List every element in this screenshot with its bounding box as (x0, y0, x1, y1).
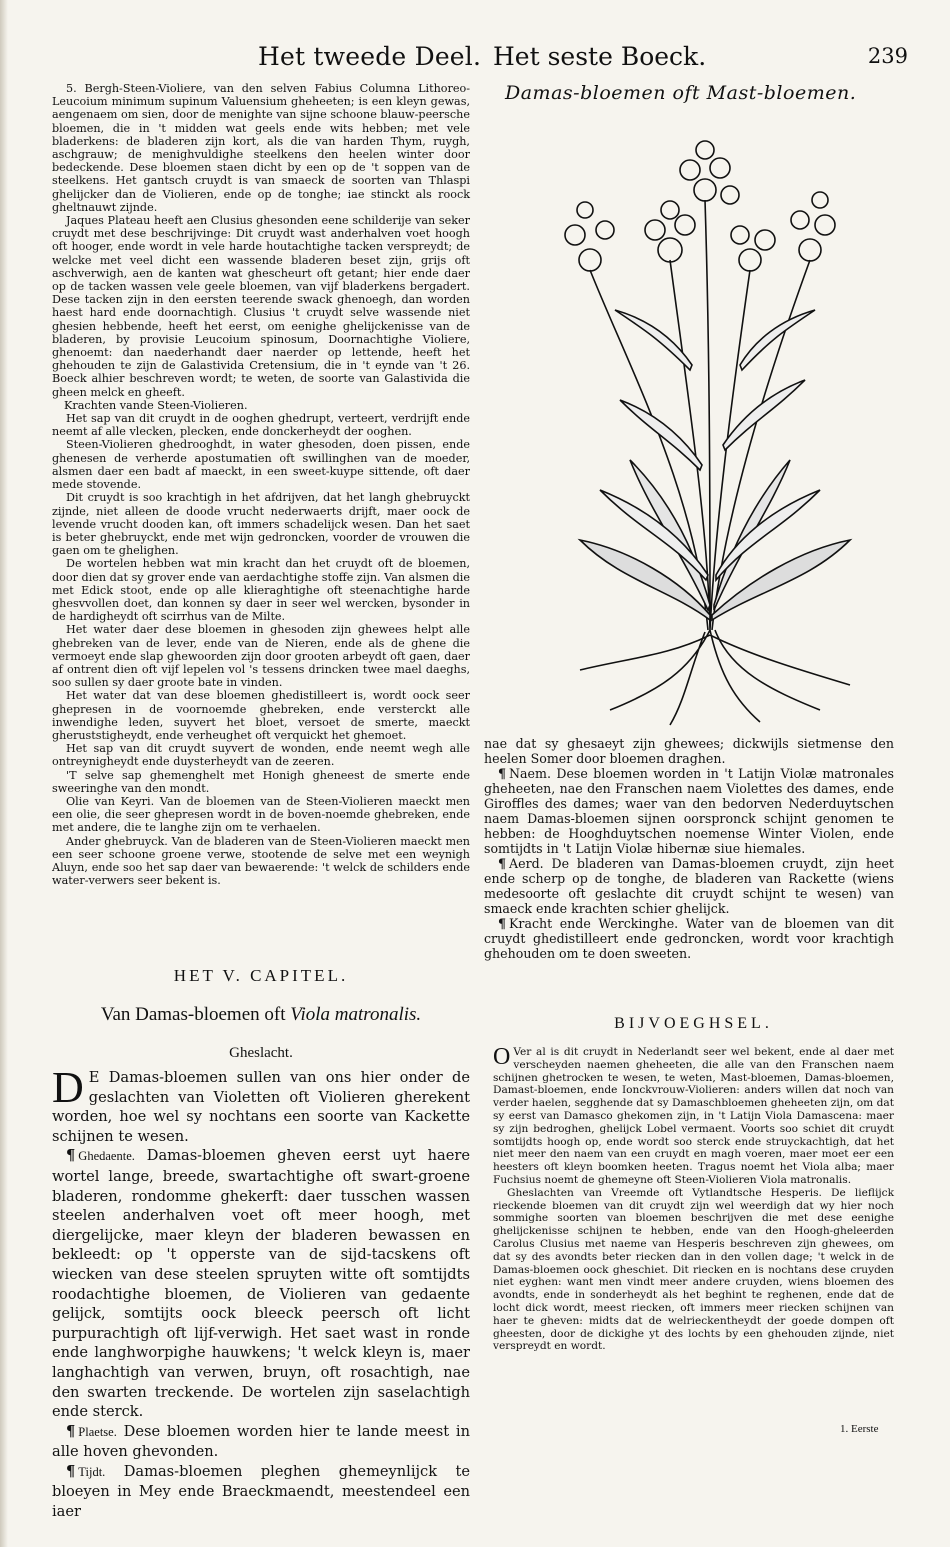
figure-title: Damas-bloemen oft Mast-bloemen. (505, 82, 857, 104)
kracht-paragraph (484, 916, 894, 961)
right-top-column (484, 736, 894, 961)
ander-text: Van de bladeren van de Steen-Violieren maeckt men een seer schoone groene verwe, stootende de selve met een weynigh Aluyn, ende soo het sap daer van bewaerende: 't welck de schilders ende water-verwers seer bekent is. (52, 834, 470, 888)
dropcap: O (493, 1044, 511, 1070)
chapter-title-prefix: Van Damas-bloemen oft (100, 1004, 286, 1025)
paragraph: 5. Bergh-Steen-Violiere, van den selven Fabius Columna Lithoreo-Leucoium minimum supinum Valuensium gheheeten; is een kleyn gewas, aengenaem om sien, door de menighte van sijne schoone blauw-peersche bloemen, die in 't midden wat geels ende wits hebben; met vele bladerkens: de bladeren zijn kort, als die van harden Thym, ruygh, aschgrauw; de menighvuldighe steelkens den heelen winter door bedeckende. Dese bloemen staen dicht by een op de 't soppen van de steelkens. Het gantsch cruydt is van smaeck de soorten van Thlaspi ghelijcker dan de Violieren, ende op de tonghe; iae stinckt als roock gheltnauwt zijnde. (52, 82, 470, 214)
pilcrow-icon: ¶ (498, 916, 507, 931)
naem-text: Dese bloemen worden in 't Latijn Violæ matronales gheheeten, nae den Franschen naem Violettes des dames, ende Giroffles des dames; waer van den bedorven Nederduytschen naem Damas-bloemen sijnen oorspronck schijnt genomen te hebben: de Hooghduytschen noemense Winter Violen, ende somtijdts in 't Latijn Violæ hibernæ siue hiemales. (484, 766, 894, 856)
paragraph: Het sap van dit cruydt in de ooghen ghedrupt, verteert, verdrijft ende neemt af alle vlecken, plecken, ende donckerheydt der ooghen. (52, 412, 470, 439)
krachten-label: Krachten vande Steen-Violieren. (64, 398, 248, 412)
aerd-text: De bladeren van Damas-bloemen cruydt, zijn heet ende scherp op de tonghe, de bladeren van Rackette (wiens medesoorte oft geslachte dit cruydt schijnt te wesen) van smaeck ende krachten schier ghelijck. (484, 856, 894, 916)
plant-woodcut (565, 141, 850, 725)
aerd-paragraph (484, 856, 894, 916)
paragraph: Steen-Violieren ghedrooghdt, in water ghesoden, doen pissen, ende ghenesen de verherde apostumatien oft swillinghen van de moeder, alsmen daer een badt af maeckt, in een sweet-kuype sittende, oft daer mede stovende. (52, 438, 470, 492)
bijvoeghsel-paragraph (493, 1046, 894, 1187)
ander-paragraph (52, 835, 470, 888)
olie-text: Van de bloemen van de Steen-Violieren maeckt men een olie, die seer ghepresen wordt in de boven-noemde ghebreken, ende met andere, die te langhe zijn om te verhaelen. (52, 794, 470, 835)
chapter-title (52, 1004, 470, 1026)
tijdt-label: Tijdt. (78, 1464, 106, 1479)
paragraph: 'T selve sap ghemenghelt met Honigh gheneest de smerte ende sweeringhe van den mondt. (52, 768, 470, 795)
chapter-title-latin: Viola matronalis. (290, 1004, 422, 1025)
paragraph: Dit cruydt is soo krachtigh in het afdrijven, dat het langh ghebruyckt zijnde, niet alleen de doode vrucht nederwaerts drijft, maer oock de levende vrucht dooden kan, oft immers schadelijck wesen. Dan het saet is beter ghebruyckt, ende met wijn gedroncken, voorder de vrouwen die gaen om te ghelighen. (52, 491, 470, 558)
naem-label: Naem. (509, 766, 551, 781)
dropcap: D (52, 1063, 84, 1112)
left-column (52, 82, 470, 887)
ghedaente-paragraph (52, 1146, 470, 1421)
olie-label: Olie van Keyri. (66, 794, 155, 808)
pilcrow-icon: ¶ (498, 856, 507, 871)
chapter-number: HET V. CAPITEL. (173, 966, 349, 985)
kracht-text: Water van de bloemen van dit cruydt ghedistilleert ende gedroncken, wordt voor krachtigh ghehouden om te doen sweeten. (484, 916, 894, 961)
pilcrow-icon: ¶ (66, 1147, 76, 1165)
hesperis-paragraph (493, 1187, 894, 1353)
gheslacht-paragraph (52, 1063, 470, 1146)
pilcrow-icon: ¶ (498, 766, 507, 781)
left-body (52, 1063, 471, 1522)
paragraph: Het water daer dese bloemen in ghesoden zijn ghewees helpt alle ghebreken van de lever, ende van de Nieren, ende als de ghene die vermoeyt ende slap ghewoorden zijn door grooten arbeydt oft gaen, daer af ontrent dien oft vijf lepelen vol 's tessens drincken twee mael daeghs, soo sullen sy daer groote bate in vinden. (52, 623, 470, 690)
tijdt-text: Damas-bloemen pleghen ghemeynlijck te bloeyen in Mey ende Braeckmaendt, meestendeel een iaer (52, 1462, 470, 1521)
kracht-label: Kracht ende Werckinghe. (509, 916, 679, 931)
plant-illustration (520, 110, 900, 730)
gutter-shade (0, 0, 8, 1547)
paragraph: Jaques Plateau heeft aen Clusius ghesonden eene schilderije van seker cruydt met dese beschrijvinge: Dit cruydt wast anderhalven voet hoogh oft hooger, ende wordt in vele harde houtachtighe tacken verspreydt; de welcke met veel dicht een wassende bladeren beset zijn, grijs oft aschverwigh, aen de kanten wat ghescheurt oft getant; hier ende daer op de tacken wassen vele geele bloemen, van vijf bladerkens bergadert. Dese tacken zijn in den eersten teerende swack ghenoegh, dan worden haest hard ende doornachtigh. Clusius 't cruydt selve wassende niet ghesien hebbende, heeft het eerst, om eenighe ghelijckenisse van de bladeren, by provisie Leucoium spinosum, Doornachtighe Violiere, ghenoemt: dan naederhandt daer naerder op lettende, heeft het ghehouden te zijn de Galastivida Cretensium, die in 't eynde van 't 26. Boeck alhier beschreven wordt; te weten, de soorte van Galastivida die gheen melck en gheeft. (52, 214, 470, 399)
page-number: 239 (867, 44, 908, 68)
bijvoeghsel-text: Ver al is dit cruydt in Nederlandt seer wel bekent, ende al daer met verscheyden naemen gheheeten, die alle van den Franschen naem schijnen ghetrocken te wesen, te weten, Mast-bloemen, Damas-bloemen, Damast-bloemen, ende Ionckvrouw-Violieren: anders willen dat noch van verder haelen, segghende dat sy Damaschbloemen gheheeten zijn, om dat sy eerst van Damasco ghekomen zijn, in 't Latijn Viola Damascena: maer sy zijn bedroghen, ghelijck Lobel vermaent. Voorts soo schiet dit cruydt somtijdts hoogh op, ende wordt soo sterck ende struyckachtigh, dat het niet meer den naem van een cruydt en magh voeren, maer moet eer een heesters oft kleyn boomken heeten. Tragus noemt het Viola alba; maer Fuchsius noemt de ghemeyne oft Steen-Violieren Viola matronalis. (493, 1046, 894, 1186)
naem-paragraph (484, 766, 894, 856)
aerd-label: Aerd. (509, 856, 544, 871)
paragraph: Het sap van dit cruydt suyvert de wonden, ende neemt wegh alle ontreynigheydt ende duysterheydt van de zeeren. (52, 742, 470, 769)
continuation-paragraph: nae dat sy ghesaeyt zijn ghewees; dickwijls sietmense den heelen Somer door bloemen draghen. (484, 736, 894, 766)
gheslacht-text: E Damas-bloemen sullen van ons hier onder de geslachten van Violetten oft Violieren gherekent worden, hoe wel sy nochtans een soorte van Kackette schijnen te wesen. (52, 1069, 470, 1145)
hesperis-text: De lieflijck rieckende bloemen van dit cruydt zijn wel weerdigh dat wy hier noch sommighe soorten van bloemen beschrijven die met dese eenighe ghelijckenisse schijnen te hebben, ende van den Hoogh-gheleerden Carolus Clusius met naeme van Hesperis beschreven zijn ghewees, om dat sy des avondts beter riecken dan in den vollen dage; 't welck in de Damas-bloemen oock gheschiet. Dit riecken en is nochtans dese cruyden niet eyghen: want men vindt meer andere cruyden, wiens bloemen des avondts, ende in sonderheydt als het beghint te reghenen, ende dat de locht dick wordt, meest riecken, oft immers meer riecken schijnen van haer te gheven: midts dat de welrieckentheydt der goede dompen oft gheesten, door de dickighe yt des lochts by een ghehouden zijnde, niet verspreydt en wordt. (493, 1186, 894, 1353)
ander-label: Ander ghebruyck. (66, 834, 168, 848)
pilcrow-icon: ¶ (66, 1422, 76, 1440)
flower-head (731, 226, 775, 271)
header-left: Het tweede Deel. (258, 42, 482, 71)
plaetse-paragraph (52, 1422, 470, 1462)
tijdt-paragraph (52, 1462, 470, 1522)
bijvoeghsel-heading: BIJVOEGHSEL. (614, 1015, 773, 1032)
section-label: Gheslacht. (229, 1045, 293, 1061)
flower-head (565, 202, 614, 271)
flower-head (791, 192, 835, 261)
olie-paragraph (52, 795, 470, 835)
catchword: 1. Eerste (840, 1423, 879, 1435)
hesperis-label: Gheslachten van Vreemde oft Vytlandtsche Hesperis. (507, 1186, 822, 1199)
plaetse-text: Dese bloemen worden hier te lande meest in alle hoven ghevonden. (52, 1422, 470, 1461)
right-bottom-column (493, 1046, 894, 1353)
plaetse-label: Plaetse. (78, 1424, 117, 1439)
paragraph: De wortelen hebben wat min kracht dan het cruydt oft de bloemen, door dien dat sy grover ende van aerdachtighe stoffe zijn. Van alsmen die met Edick stoot, ende op alle klieraghtighe oft steenachtighe harde ghesvvollen doet, dan konnen sy daer in seer wel wercken, bysonder in de hardigheydt oft scirrhus van de Milte. (52, 557, 470, 624)
ghedaente-text: Damas-bloemen gheven eerst uyt haere wortel lange, breede, swartachtighe oft swart-groene bladeren, rondomme ghekerft: daer tusschen wassen steelen anderhalven voet oft meer hoogh, met diergelijcke, maer kleyn der bladeren bewassen en bekleedt: op 't opperste van de sijd-tacskens oft wiecken van dese steelen spruyten witte oft somtijdts roodachtighe bloemen, de Violieren van gedaente gelijck, somtijts oock bleeck peersch oft licht purpurachtigh oft lijf-verwigh. Het saet wast in ronde ende langhworpighe hauwkens; 't welck kleyn is, maer langhachtigh van verwen, bruyn, oft rosachtigh, nae den swarten treckende. De wortelen zijn saselachtigh ende sterck. (52, 1147, 471, 1421)
flower-head (645, 201, 695, 262)
running-head (0, 38, 950, 78)
ghedaente-label: Ghedaente. (78, 1149, 135, 1164)
flower-head (680, 141, 739, 204)
paragraph: Het water dat van dese bloemen ghedistilleert is, wordt oock seer ghepresen in de voornoemde ghebreken, ende versterckt alle inwendighe leden, suyvert het bloet, versoet de smerte, maeckt gheruststigheydt, ende verheughet oft verquickt het ghemoet. (52, 689, 470, 742)
header-right: Het seste Boeck. (493, 42, 707, 71)
pilcrow-icon: ¶ (66, 1462, 76, 1480)
